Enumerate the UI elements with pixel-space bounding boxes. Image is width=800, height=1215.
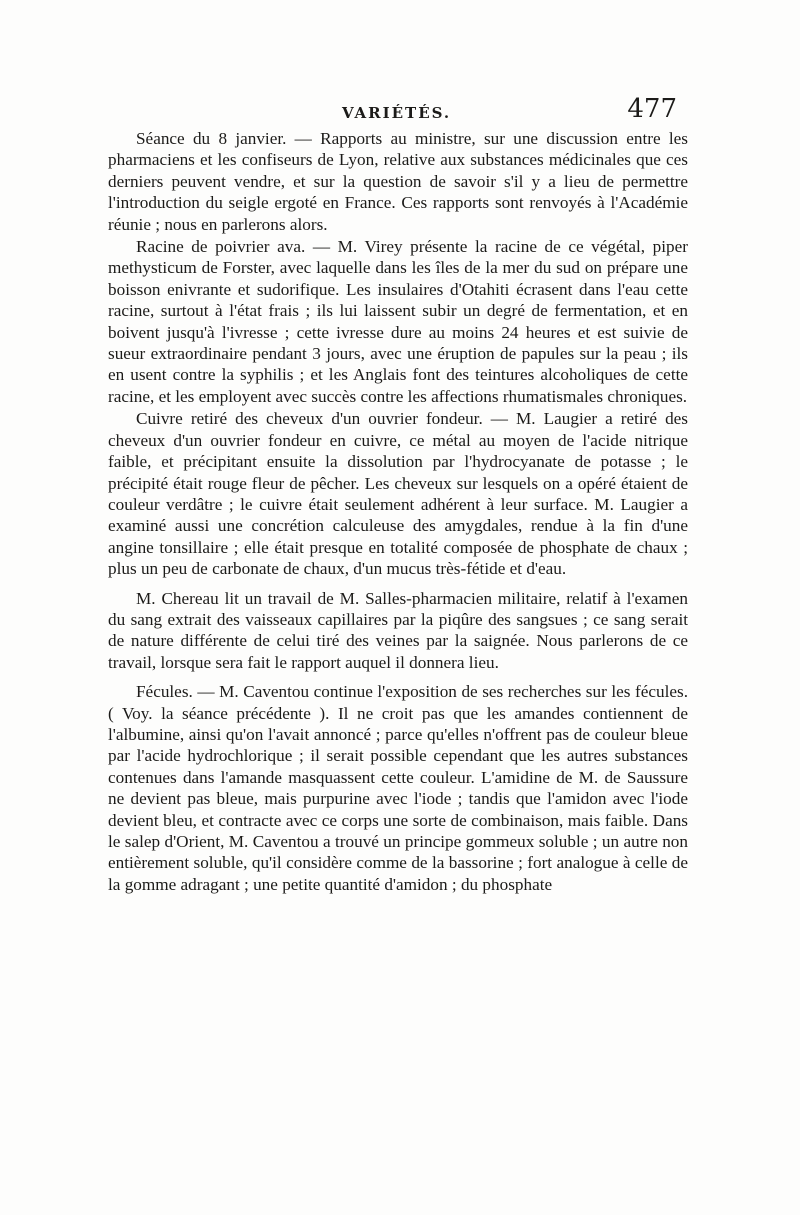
page-header (110, 94, 685, 128)
paragraph-fecules: Fécules. — M. Caventou continue l'exposition de ses recherches sur les fécules. ( Voy. la séance précédente ). Il ne croit pas que les amandes contiennent de l'albumine, ainsi qu'on l'avait annoncé ; parce qu'elles n'offrent pas de couleur bleue par l'acide hydrochlorique ; il serait possible cependant que les autres substances contenues dans l'amande masquassent cette couleur. L'amidine de M. de Saussure ne devient pas bleue, mais purpurine avec l'iode ; tandis que l'amidon avec l'iode devient bleu, et contracte avec ce corps une sorte de combinaison, mais faible. Dans le salep d'Orient, M. Caventou a trouvé un principe gommeux soluble ; un autre non entièrement soluble, qu'il considère comme de la bassorine ; fort analogue à celle de la gomme adragant ; une petite quantité d'amidon ; du phosphate (108, 682, 688, 894)
paragraph-chereau-salles: M. Chereau lit un travail de M. Salles-pharmacien militaire, relatif à l'examen du sang extrait des vaisseaux capillaires par la piqûre des sangsues ; ce sang serait de nature différente de celui tiré des veines par la saignée. Nous parlerons de ce travail, lorsque sera fait le rapport auquel il donnera lieu. (108, 588, 688, 672)
running-head: VARIÉTÉS. (342, 104, 452, 122)
body-text (108, 128, 688, 895)
paragraph-cuivre-cheveux: Cuivre retiré des cheveux d'un ouvrier fondeur. — M. Laugier a retiré des cheveux d'un ouvrier fondeur en cuivre, ce métal au moyen de l'acide nitrique faible, et précipitant ensuite la dissolution par l'hydrocyanate de potasse ; le précipité était rouge fleur de pêcher. Les cheveux sur lesquels on a opéré étaient de couleur verdâtre ; le cuivre était seulement adhérent à leur surface. M. Laugier a examiné aussi une concrétion calculeuse des amygdales, rendue à la fin d'une angine tonsillaire ; elle était presque en totalité composée de phosphate de chaux ; plus un peu de carbonate de chaux, d'un mucus très-fétide et d'eau. (108, 409, 688, 579)
page-number: 477 (627, 94, 677, 124)
paragraph-racine-poivrier: Racine de poivrier ava. — M. Virey présente la racine de ce végétal, piper methysticum de Forster, avec laquelle dans les îles de la mer du sud on prépare une boisson enivrante et sudorifique. Les insulaires d'Otahiti écrasent dans l'eau cette racine, surtout à l'état frais ; ils lui laissent subir un degré de fermentation, et en boivent jusqu'à l'ivresse ; cette ivresse dure au moins 24 heures et est suivie de sueur extraordinaire pendant 3 jours, avec une éruption de papules sur la peau ; ils en usent contre la syphilis ; et les Anglais font des teintures alcoholiques de cette racine, et les employent avec succès contre les affections rhumatismales chroniques. (108, 237, 688, 406)
paragraph-seance: Séance du 8 janvier. — Rapports au ministre, sur une discussion entre les pharmaciens et les confiseurs de Lyon, relative aux substances médicinales que ces derniers peuvent vendre, et sur la question de savoir s'il y a lieu de permettre l'introduction du seigle ergoté en France. Ces rapports sont renvoyés à l'Académie réunie ; nous en parlerons alors. (108, 129, 688, 234)
